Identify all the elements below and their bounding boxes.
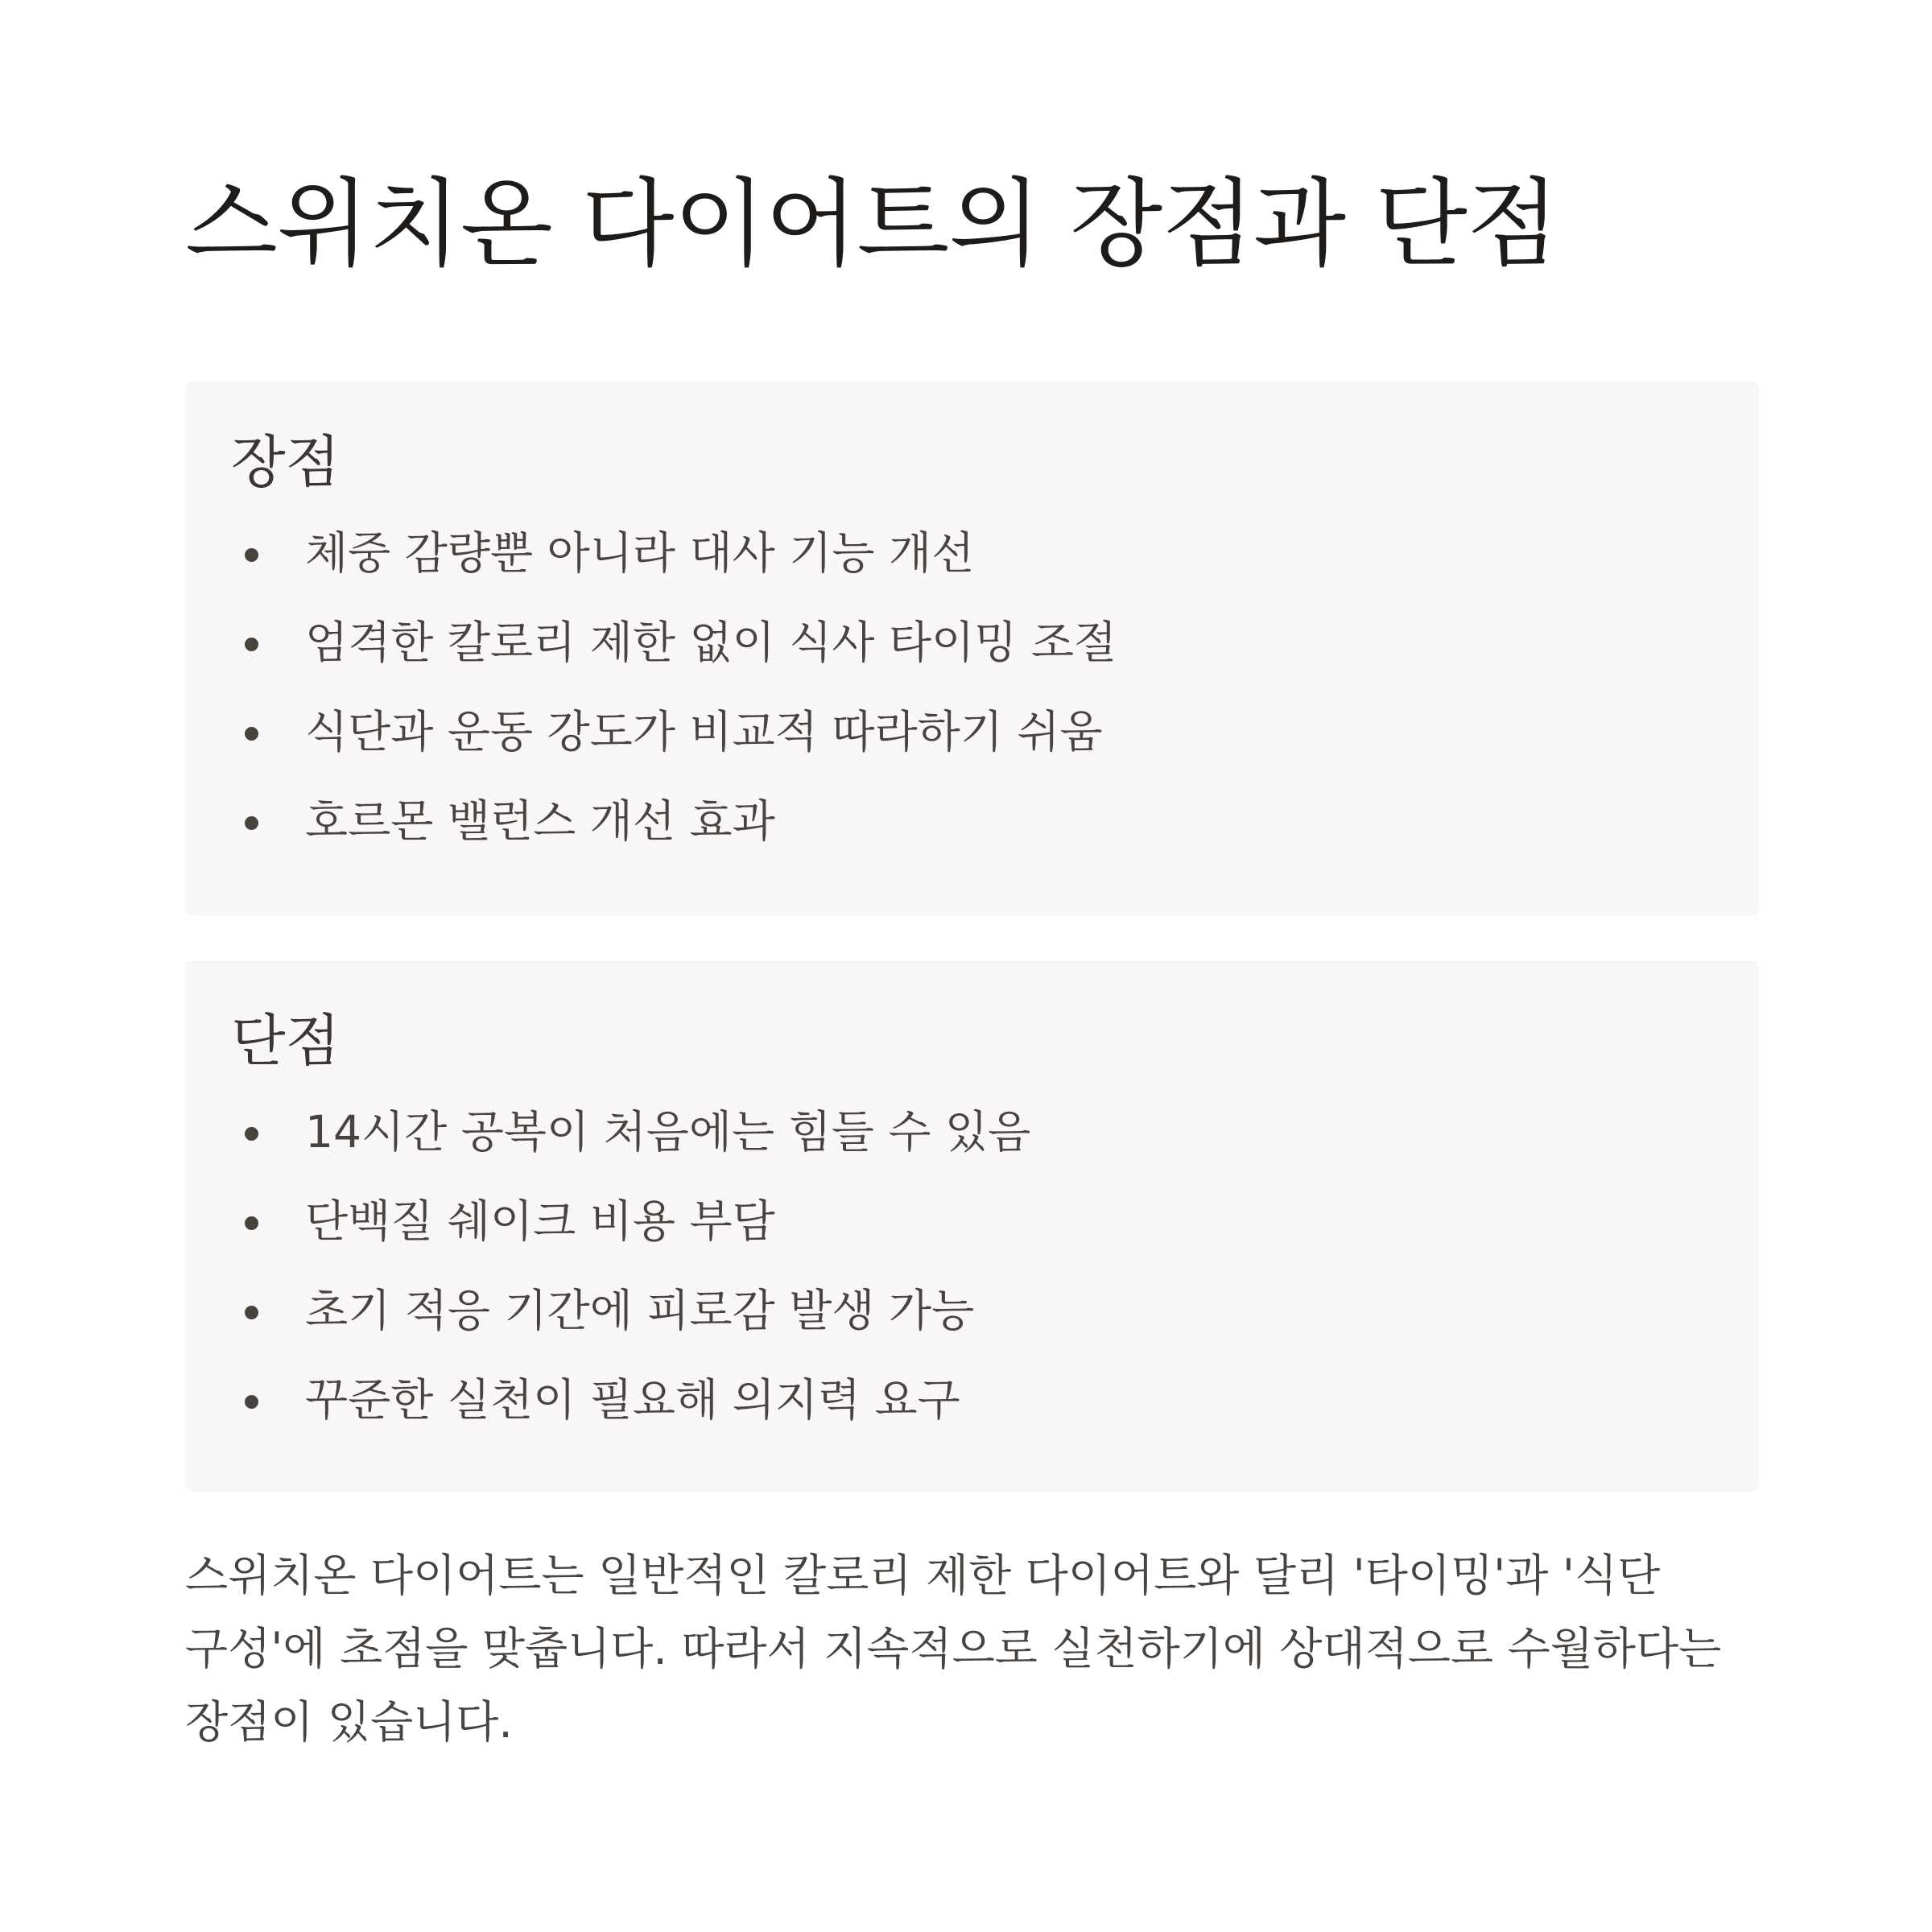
pros-list-item [231,687,1712,777]
pros-item-text: 체중 감량뿐 아니라 대사 기능 개선 [305,527,975,579]
pros-list-item [231,509,1712,598]
bullet-icon [245,1127,258,1141]
cons-list-item [231,1177,1712,1266]
bullet-icon [245,727,258,741]
summary-paragraph: 스위치온 다이어트는 일반적인 칼로리 제한 다이어트와 달리 '타이밍'과 '식단 구성'에 초점을 맞춥니다. 따라서 지속적으로 실천하기에 상대적으로 수월하다는 장점이 있습니다. [185,1550,1722,1748]
pros-list [231,509,1712,866]
bullet-icon [245,638,258,651]
bullet-icon [245,1306,258,1319]
pros-list-item [231,777,1712,866]
pros-list-item [231,598,1712,687]
cons-item-text: 초기 적응 기간에 피로감 발생 가능 [305,1285,975,1336]
cons-list-item [231,1266,1712,1356]
cons-list-item [231,1356,1712,1445]
cons-heading: 단점 [231,1008,341,1074]
pros-card [185,382,1759,915]
cons-list-item [231,1088,1712,1177]
cons-card [185,960,1759,1492]
pros-item-text: 식단과 운동 강도가 비교적 따라하기 쉬움 [305,706,1103,758]
page-title: 스위치온 다이어트의 장점과 단점 [185,169,1558,280]
cons-item-text: 꾸준한 실천이 필요해 의지력 요구 [305,1374,960,1426]
bullet-icon [245,816,258,830]
bullet-icon [245,1395,258,1409]
cons-item-text: 단백질 쉐이크 비용 부담 [305,1195,775,1247]
bullet-icon [245,548,258,562]
pros-item-text: 엄격한 칼로리 제한 없이 식사 타이밍 조절 [305,617,1117,668]
cons-list [231,1088,1712,1445]
bullet-icon [245,1216,258,1230]
pros-heading: 장점 [231,429,341,495]
cons-item-text: 14시간 공복이 처음에는 힘들 수 있음 [305,1106,1031,1158]
pros-item-text: 호르몬 밸런스 개선 효과 [305,795,775,847]
